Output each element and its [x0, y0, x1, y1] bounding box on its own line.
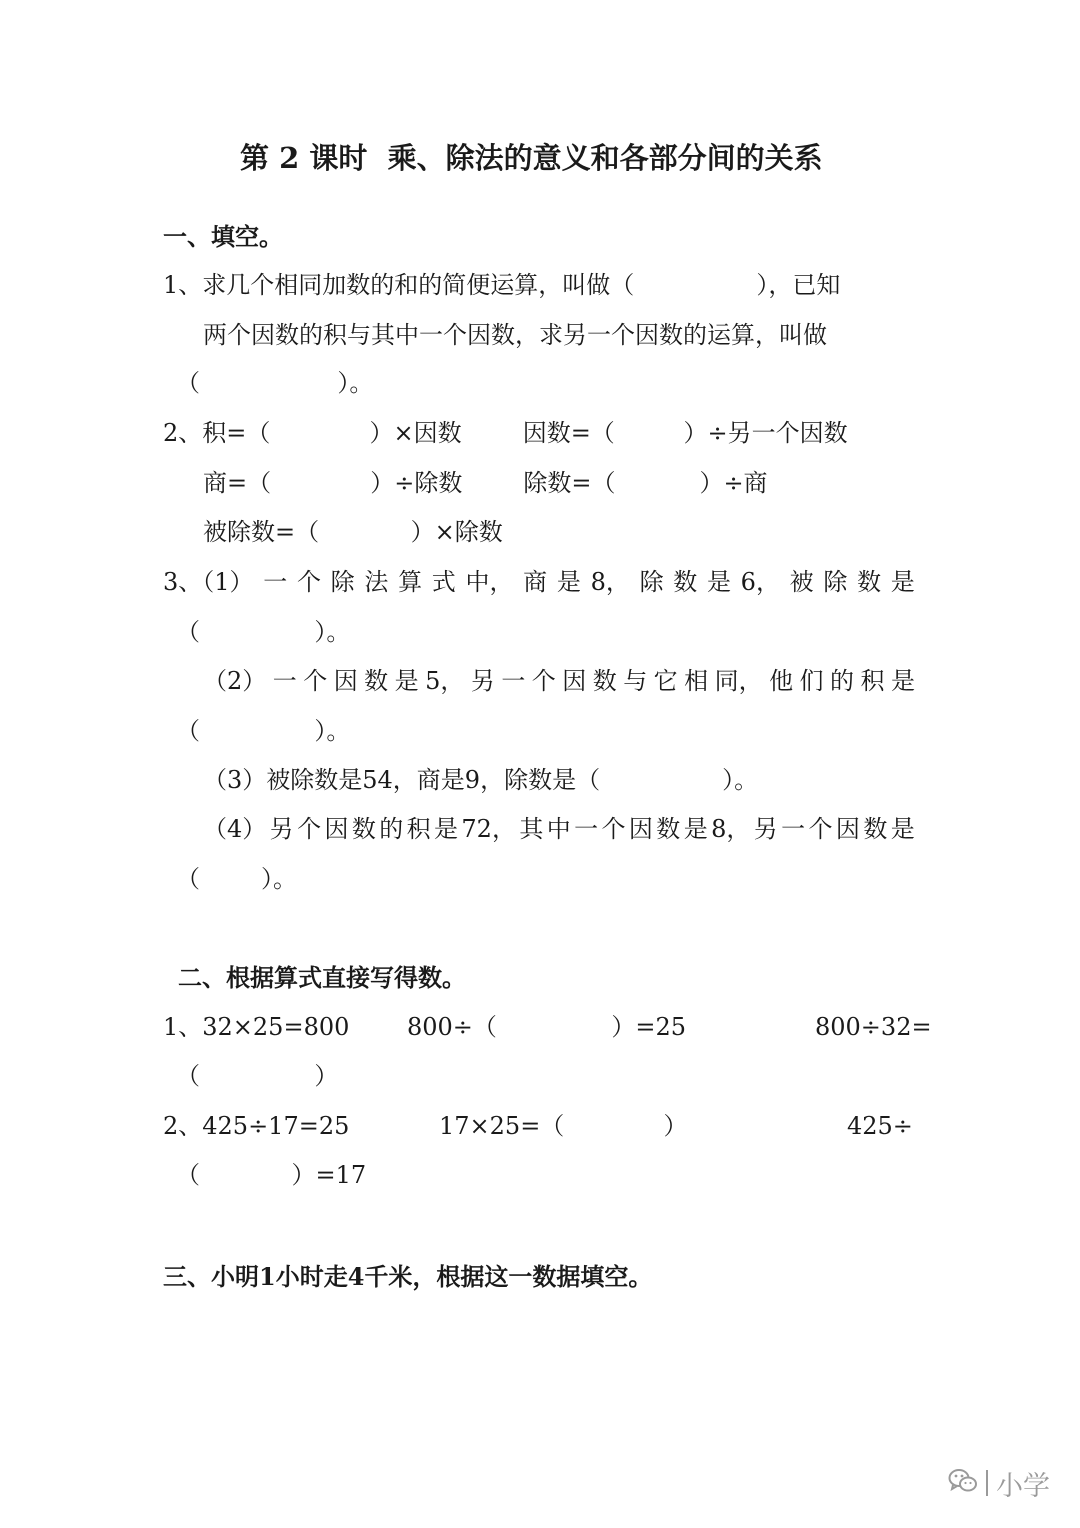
- q3-part4-token: 一: [781, 815, 806, 843]
- q3-part1-blank: （ ）。: [176, 618, 351, 646]
- q3-part4-token: 其: [519, 815, 544, 843]
- watermark: [948, 1463, 1050, 1503]
- q3-part4-token: 另: [753, 815, 778, 843]
- q3-part1-token: 数: [673, 568, 698, 596]
- q3-part2-token: 同，: [714, 667, 763, 695]
- q3-part1-token: 是: [556, 568, 581, 596]
- q3-part2-token: 与: [623, 667, 648, 695]
- s2-r1-expr2: 800÷（ ）=25: [407, 1013, 686, 1041]
- q3-part4-token: 因: [324, 815, 349, 843]
- q3-part1-token: 中，: [465, 568, 514, 596]
- q3-part1-token: 被: [789, 568, 814, 596]
- q3-part4-token: 数: [351, 815, 376, 843]
- q2-line1: 2、积=（ ）×因数 因数=（ ）÷另一个因数: [163, 419, 848, 447]
- s2-r2-expr3: 425÷: [847, 1112, 913, 1140]
- q3-part1-token: 个: [296, 568, 321, 596]
- q3-part2-token: 因: [562, 667, 587, 695]
- s2-r1-continuation: （ ）: [176, 1062, 339, 1090]
- q3-part4-token: 个: [601, 815, 626, 843]
- q3-part1-token: 式: [431, 568, 456, 596]
- section3-heading: 三、小明1小时走4千米，根据这一数据填空。: [163, 1262, 653, 1291]
- q3-part1-token: 是: [890, 568, 915, 596]
- q3-part1-token: 除: [639, 568, 664, 596]
- q2-line3: 被除数=（ ）×除数: [203, 518, 503, 546]
- s2-r2-continuation: （ ）=17: [176, 1161, 367, 1189]
- q3-part2-token: 相: [684, 667, 709, 695]
- q3-part4-token: 是: [683, 815, 708, 843]
- q3-part1-token: 6，: [740, 568, 780, 596]
- q3-part4-token: 因: [835, 815, 860, 843]
- q3-part4-token: 数: [863, 815, 888, 843]
- q2-line2: 商=（ ）÷除数 除数=（ ）÷商: [203, 469, 768, 497]
- s2-r1-expr1: 1、32×25=800: [163, 1013, 350, 1041]
- q3-part1-token: 法: [364, 568, 389, 596]
- s2-r2-expr1: 2、425÷17=25: [163, 1112, 350, 1140]
- q3-part1-token: 除: [330, 568, 355, 596]
- q3-part1-token: 数: [857, 568, 882, 596]
- q3-part4-token: 8，: [711, 815, 751, 843]
- q3-part2-token: 它: [653, 667, 678, 695]
- section2-heading: 二、根据算式直接写得数。: [178, 963, 466, 992]
- q3-part1-token: 3、（1）: [163, 568, 254, 596]
- q3-part1-token: 算: [398, 568, 423, 596]
- q3-part2-blank: （ ）。: [176, 717, 351, 745]
- q3-part3: （3）被除数是54，商是9，除数是（ ）。: [203, 766, 759, 794]
- q1-line3: （ ）。: [176, 369, 374, 397]
- section1-heading: 一、填空。: [163, 222, 283, 251]
- q3-part4-token: 是: [890, 815, 915, 843]
- q3-part2-token: 个: [303, 667, 328, 695]
- q3-part4-token: 的: [379, 815, 404, 843]
- q3-part4-token: 72，: [461, 815, 516, 843]
- q3-part4-token: 一: [574, 815, 599, 843]
- q1-line2: 两个因数的积与其中一个因数，求另一个因数的运算，叫做: [203, 321, 827, 349]
- q3-part2-token: 们: [799, 667, 824, 695]
- q3-part2-token: 的: [830, 667, 854, 695]
- q3-part4-token: 个: [808, 815, 833, 843]
- q3-part4-line: [203, 814, 915, 844]
- q3-part4-token: 另: [269, 815, 294, 843]
- q3-part1-token: 是: [706, 568, 731, 596]
- q3-part1-token: 除: [823, 568, 848, 596]
- q3-part4-token: 是: [434, 815, 459, 843]
- watermark-text: 小学: [996, 1470, 1050, 1502]
- q3-part2-token: 一: [272, 667, 297, 695]
- s2-r2-expr2: 17×25=（ ）: [439, 1112, 688, 1140]
- q3-part2-token: 5，: [425, 667, 465, 695]
- q3-part2-token: 数: [364, 667, 389, 695]
- page-title: 第 2 课时 乘、除法的意义和各部分间的关系: [240, 141, 823, 175]
- q3-part4-token: 积: [406, 815, 431, 843]
- q3-part4-token: 因: [628, 815, 653, 843]
- q3-part4-token: 中: [546, 815, 571, 843]
- q3-part4-token: （4）: [203, 815, 267, 843]
- q3-part2-token: 数: [592, 667, 617, 695]
- q3-part4-blank: （ ）。: [176, 865, 298, 893]
- q3-part1-token: 商: [523, 568, 548, 596]
- q3-part2-token: 是: [394, 667, 419, 695]
- q3-part4-token: 个: [297, 815, 322, 843]
- q3-part2-token: 他: [769, 667, 794, 695]
- q3-part2-token: 是: [890, 667, 915, 695]
- q3-part2-token: 积: [860, 667, 885, 695]
- watermark-divider: [986, 1470, 988, 1496]
- q3-part1-token: 一: [263, 568, 288, 596]
- q3-part2-line: [203, 666, 915, 696]
- q3-part2-token: （2）: [203, 667, 267, 695]
- q1-line1: 1、求几个相同加数的和的简便运算，叫做（ ），已知: [163, 271, 841, 299]
- s2-r1-expr3: 800÷32=: [815, 1013, 932, 1041]
- q3-part2-token: 另: [470, 667, 495, 695]
- q3-part2-token: 一: [501, 667, 526, 695]
- q3-part2-token: 个: [531, 667, 556, 695]
- q3-part4-token: 数: [656, 815, 681, 843]
- q3-part1-line: [163, 567, 915, 597]
- q3-part2-token: 因: [333, 667, 358, 695]
- wechat-icon: [948, 1468, 978, 1498]
- q3-part1-token: 8，: [590, 568, 630, 596]
